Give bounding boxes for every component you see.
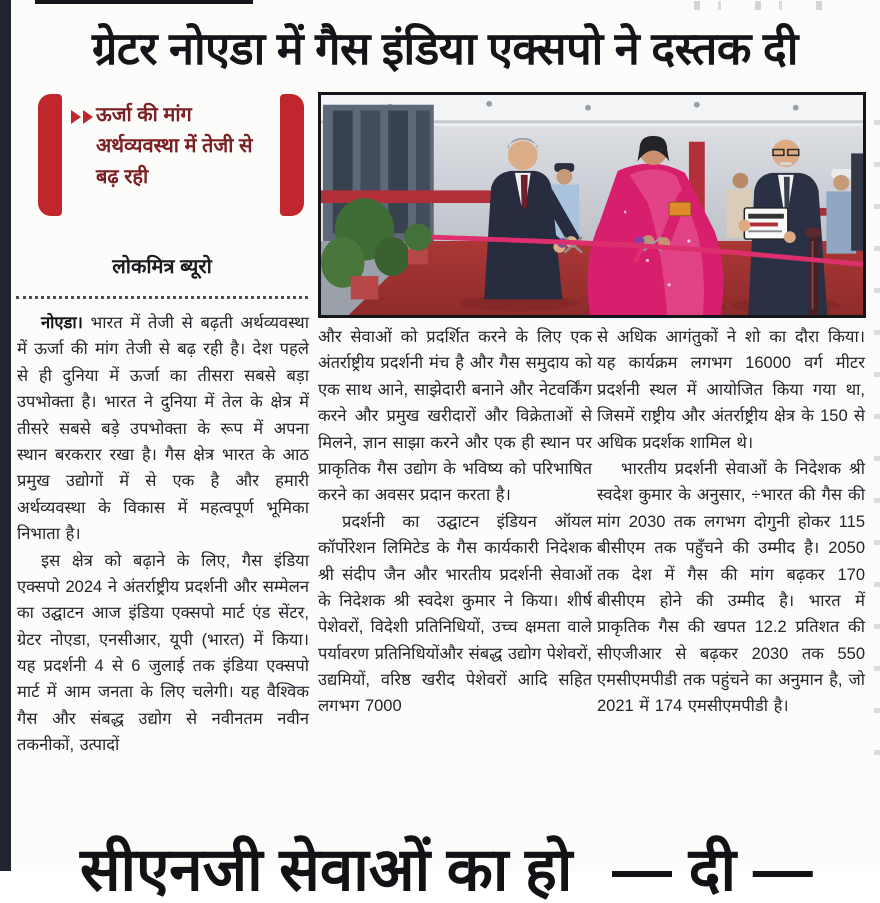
- red-bracket-right: [280, 94, 304, 216]
- ribbon-cutting-photo: [318, 92, 866, 318]
- red-bracket-left: [38, 94, 62, 216]
- article-column-3: [597, 324, 865, 846]
- scan-edge-strip: [0, 0, 11, 871]
- paragraph: से अधिक आगंतुकों ने शो का दौरा किया। यह कार्यक्रम लगभग 16000 वर्ग मीटर प्रदर्शनी स्थल में आयोजित किया गया था, जिसमें राष्ट्रीय और अंतर्राष्ट्रीय क्षेत्र के 150 से अधिक प्रदर्शक शामिल थे।: [597, 328, 865, 452]
- paragraph-text: भारत में तेजी से बढ़ती अर्थव्यवस्था में ऊर्जा की मांग तेजी से बढ़ रही है। देश पहले से ही दुनिया में ऊर्जा का तीसरा सबसे बड़ा उपभोक्ता है। भारत ने दुनिया में तेल के क्षेत्र में तीसरे सबसे बड़े उपभोक्ता के रूप में अपना स्थान बरकरार रखा है। गैस क्षेत्र भारत के आठ प्रमुख उद्योगों में से एक है और हमारी अर्थव्यवस्था के विकास में महत्वपूर्ण भूमिका निभाता है।: [17, 314, 309, 544]
- paragraph: [17, 310, 309, 548]
- adjacent-column-fragments: [874, 120, 880, 760]
- next-article-headline-fragment: — दी —: [612, 836, 813, 903]
- article-headline: ग्रेटर नोएडा में गैस इंडिया एक्सपो ने दस्तक दी: [92, 22, 798, 74]
- top-rule: [35, 0, 253, 4]
- double-arrow-icon: [71, 110, 93, 124]
- article-column-2: [318, 324, 592, 846]
- paragraph: प्रदर्शनी का उद्घाटन इंडियन ऑयल कॉर्पोरेशन लिमिटेड के गैस कार्यकारी निदेशक श्री संदीप जैन और भारतीय प्रदर्शनी सेवाओं के निदेशक श्री स्वदेश कुमार ने किया। शीर्ष पेशेवरों, विदेशी प्रतिनिधियों, उच्च क्षमता वाले पर्यावरण प्रतिनिधियोंऔर संबद्ध उद्योग पेशेवरों, उद्यमियों, वरिष्ठ खरीद पेशेवरों आदि सहित लगभग 7000: [318, 512, 592, 716]
- next-article-headline-fragment: सीएनजी सेवाओं का हो: [80, 836, 573, 903]
- paragraph: और सेवाओं को प्रदर्शित करने के लिए एक अंतर्राष्ट्रीय प्रदर्शनी मंच है और गैस समुदाय को एक साथ आने, साझेदारी बनाने और नेटवर्किंग करने और प्रमुख खरीदारों और विक्रेताओं से मिलने, ज्ञान साझा करने और एक ही स्थान पर प्राकृतिक गैस उद्योग के भविष्य को परिभाषित करने का अवसर प्रदान करता है।: [318, 328, 592, 505]
- dateline: नोएडा।: [41, 314, 83, 332]
- kicker-text: ऊर्जा की मांग अर्थव्यवस्था में तेजी से बढ़ रही: [96, 104, 253, 188]
- arrow-triangle-icon: [83, 110, 93, 124]
- photo-illustration: [321, 95, 863, 315]
- byline: लोकमित्र ब्यूरो: [112, 256, 212, 278]
- paragraph: इस क्षेत्र को बढ़ाने के लिए, गैस इंडिया एक्सपो 2024 ने अंतर्राष्ट्रीय प्रदर्शनी और सम्मेलन का उद्घाटन आज इंडिया एक्सपो मार्ट एंड सेंटर, ग्रेटर नोएडा, एनसीआर, यूपी (भारत) में किया। यह प्रदर्शनी 4 से 6 जुलाई तक इंडिया एक्सपो मार्ट में आम जनता के लिए चलेगी। यह वैश्विक गैस और संबद्ध उद्योग से नवीनतम नवीन तकनीकों, उत्पादों: [17, 551, 309, 755]
- arrow-triangle-icon: [71, 110, 81, 124]
- article-column-1: [17, 310, 309, 847]
- paragraph: भारतीय प्रदर्शनी सेवाओं के निदेशक श्री स्वदेश कुमार के अनुसार, ÷भारत की गैस की मांग 2030 तक लगभग दोगुनी होकर 115 बीसीएम तक पहुँचने की उम्मीद है। 2050 तक देश में गैस की मांग बढ़कर 170 बीसीएम होने की उम्मीद है। भारत में प्राकृतिक गैस की खपत 12.2 प्रतिशत की सीएजीआर से बढ़कर 2030 तक 550 एमसीएमपीडी तक पहुंचने का अनुमान है, जो 2021 में 174 एमसीएमपीडी है।: [597, 459, 865, 716]
- kicker-box: [38, 94, 304, 216]
- dotted-divider: [16, 296, 308, 299]
